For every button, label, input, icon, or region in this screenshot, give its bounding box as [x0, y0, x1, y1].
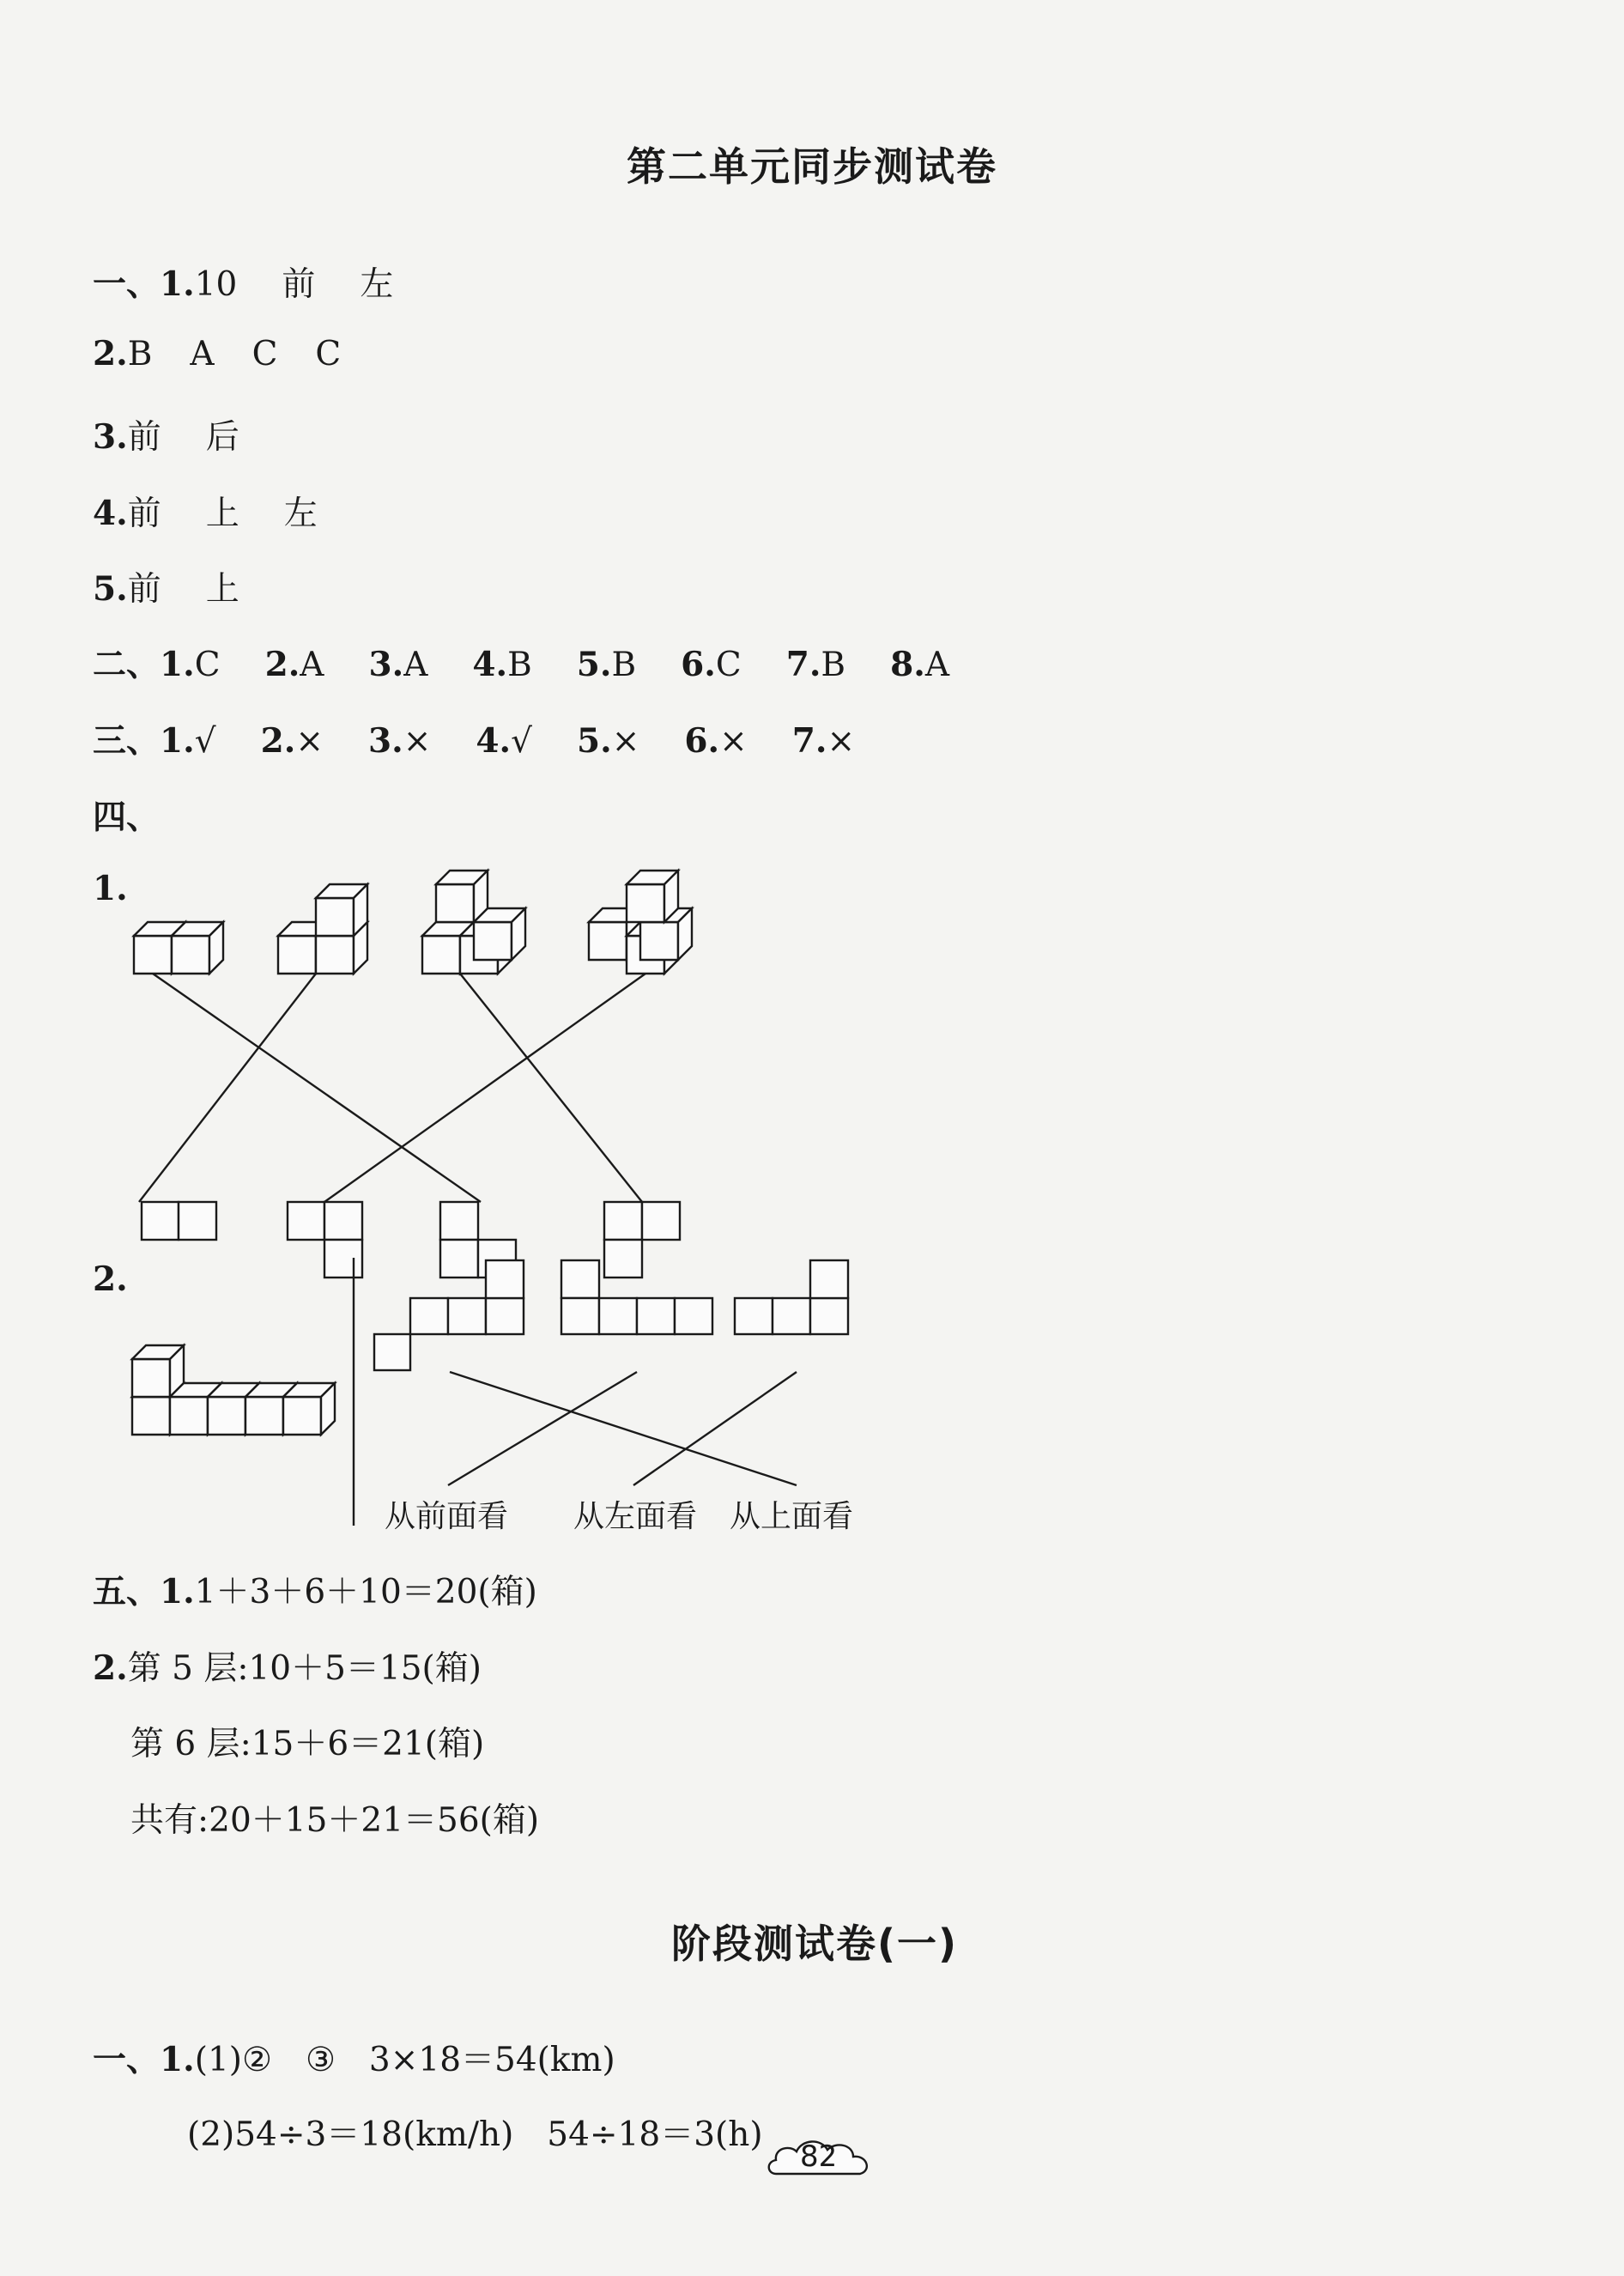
answer: A	[403, 646, 428, 684]
answer: 第 6 层:15＋6＝21(箱)	[130, 1725, 485, 1763]
question-number: 1.	[160, 2040, 195, 2079]
question-number: 6.	[681, 645, 716, 684]
view-option-3	[735, 1260, 848, 1334]
part-label: 二、	[93, 645, 161, 684]
view-label-left: 从左面看	[573, 1499, 698, 1534]
answer: ×	[403, 722, 432, 761]
question-number: 3.	[368, 645, 404, 684]
answer-row-s2-2	[187, 2108, 763, 2156]
answer: 左	[360, 265, 394, 304]
answer: 10	[194, 265, 238, 304]
answer: 左	[283, 495, 318, 533]
part-label: 四、	[93, 798, 161, 837]
question-number: 5.	[576, 645, 612, 684]
answer: C	[251, 335, 278, 373]
section-title-2: 阶段测试卷(一)	[671, 1921, 959, 1967]
question-number: 7.	[791, 721, 827, 761]
view-label-top: 从上面看	[730, 1499, 854, 1534]
question-number: 2.	[93, 334, 128, 373]
part-label: 三、	[93, 721, 161, 761]
view-option-1	[374, 1260, 524, 1370]
question-number: 1.	[160, 1572, 195, 1611]
question-number: 1.	[160, 721, 195, 761]
answer: 前	[127, 495, 161, 533]
answer: √	[511, 722, 532, 761]
answer: 共有:20＋15＋21＝56(箱)	[130, 1801, 540, 1840]
answer: B	[611, 646, 637, 684]
answer: ×	[611, 722, 640, 761]
answer: √	[194, 722, 216, 761]
match-line	[633, 1372, 797, 1485]
question-number: 2.	[93, 1648, 128, 1688]
question-number: 4.	[472, 645, 508, 684]
question-number: 3.	[368, 721, 403, 761]
answer: ×	[719, 722, 748, 761]
question-number: 5.	[576, 721, 612, 761]
answer: 第 5 层:10＋5＝15(箱)	[127, 1649, 482, 1688]
question-number-label: 2.	[93, 1259, 128, 1299]
view-label-front: 从前面看	[385, 1499, 509, 1534]
answer-row-5-4	[130, 1793, 539, 1842]
answer: 上	[205, 570, 239, 609]
section-title: 第二单元同步测试卷	[627, 143, 997, 190]
match-line	[450, 1372, 797, 1485]
question-number: 5.	[93, 569, 128, 609]
question-number-label: 1.	[93, 869, 128, 908]
answer: 后	[205, 418, 239, 457]
answer: C	[715, 646, 742, 684]
question-number: 7.	[785, 645, 821, 684]
cube-stack-solid	[132, 1345, 335, 1435]
part-label: 五、	[93, 1572, 161, 1611]
answer: 前	[127, 418, 161, 457]
answer-row-s2-1	[93, 2033, 615, 2081]
answer: A	[300, 646, 324, 684]
answer: B	[507, 646, 532, 684]
answer: ×	[295, 722, 324, 761]
answer-row-5-3	[130, 1717, 484, 1765]
answer: A	[924, 646, 949, 684]
page-number: 82	[800, 2139, 838, 2174]
answer: 前	[127, 570, 161, 609]
answer: B	[821, 646, 846, 684]
question-number: 8.	[890, 645, 925, 684]
question-number: 6.	[684, 721, 720, 761]
answer: (1)② ③ 3×18＝54(km)	[194, 2041, 615, 2079]
question-number: 1.	[160, 645, 195, 684]
answer-row-5-2	[93, 1642, 482, 1690]
match-line	[448, 1372, 637, 1485]
answer: C	[194, 646, 221, 684]
part-label: 一、	[93, 2040, 161, 2079]
question-number: 3.	[93, 417, 128, 457]
answer: ×	[827, 722, 856, 761]
answer: 1＋3＋6＋10＝20(箱)	[194, 1573, 537, 1611]
answer: C	[315, 335, 342, 373]
question-number: 1.	[160, 264, 195, 304]
question-number: 2.	[260, 721, 296, 761]
question-number: 4.	[93, 494, 128, 533]
answer-row-5-1	[93, 1565, 537, 1613]
part-label: 一、	[93, 264, 161, 304]
answer: A	[190, 335, 215, 373]
view-option-2	[561, 1260, 712, 1334]
question-number: 2.	[264, 645, 300, 684]
answer: B	[127, 335, 153, 373]
answer: 前	[282, 265, 316, 304]
question-number: 4.	[476, 721, 512, 761]
answer: 上	[205, 495, 239, 533]
answer: (2)54÷3＝18(km/h) 54÷18＝3(h)	[187, 2115, 763, 2154]
